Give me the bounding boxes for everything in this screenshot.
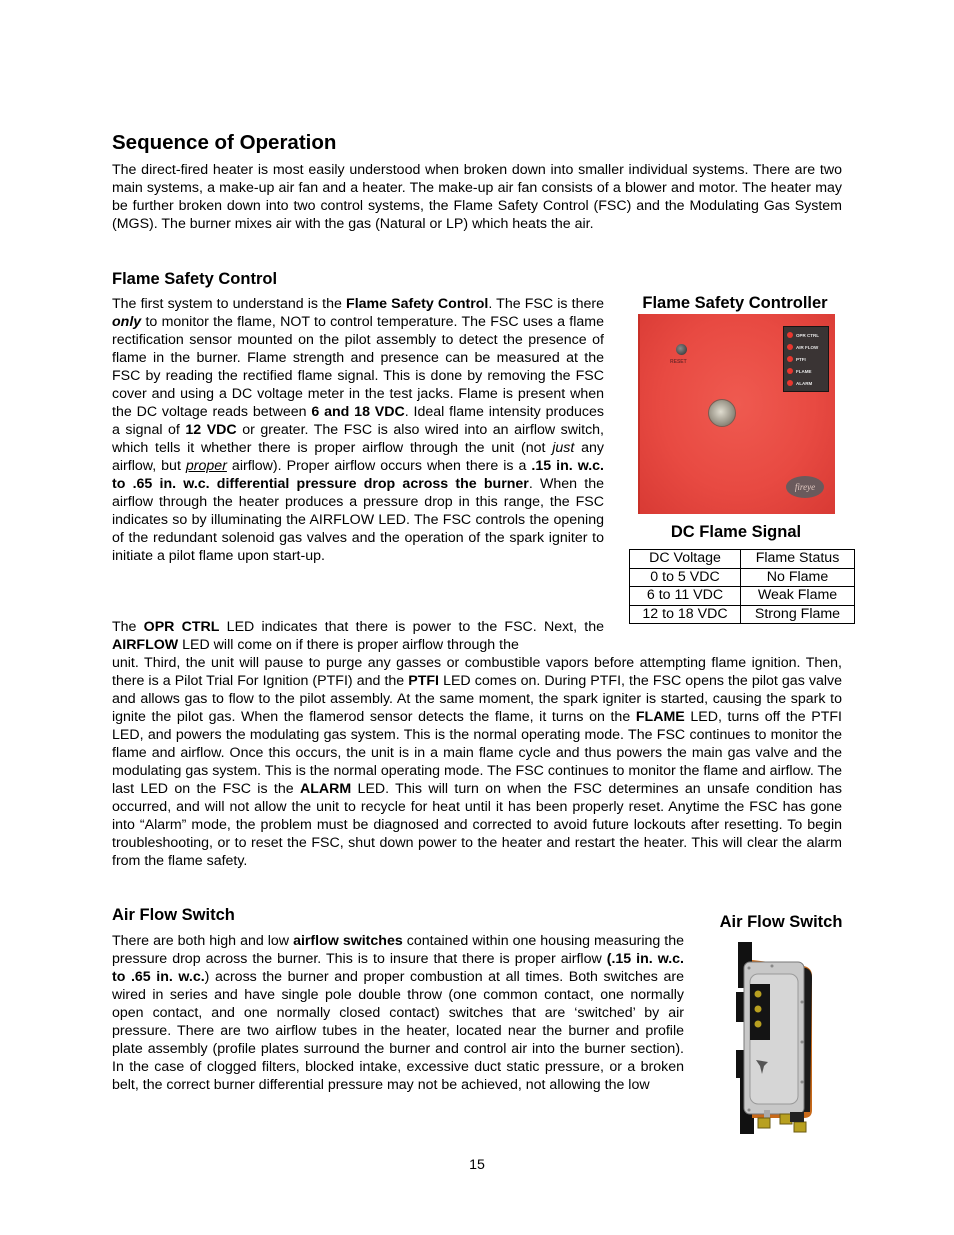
- fsc-paragraph-2-wide: unit. Third, the unit will pause to purge any gasses or combustible vapors before attempting flame ignition. Then, there is a Pilot Trial For Ignition (PTFI) and the PTFI LED comes on. During PTFI, the FSC opens the pilot gas valve and allows gas to flow to the pilot assembly. At the same moment, the spark igniter is started, causing the spark to ignite the pilot gas. When the flamerod sensor detects the flame, it turns on the FLAME LED, turns off the PTFI LED, and powers the modulating gas system. This is the normal operating mode. The FSC continues to monitor the flame and airflow. Once this occurs, the unit is in a main flame cycle and thus powers the main gas valve and the modulating gas system. This is the normal operating mode. The FSC continues to monitor the flame and airflow. The last LED on the FSC is the ALARM LED. This will turn on when the FSC determines an unsafe condition has occurred, and will not allow the unit to recycle for heat until it has been properly reset. Anytime the FSC has gone into “Alarm” mode, the problem must be diagnosed and corrected to avoid future lockouts after resetting. To begin troubleshooting, or to reset the FSC, shut down power to the heater and restart the heater. This will clear the alarm from the flame safety.: [112, 655, 842, 869]
- led-alarm: ALARM: [787, 378, 812, 388]
- intro-paragraph: The direct-fired heater is most easily understood when broken down into smaller individual systems. There are two main systems, a make-up air fan and a heater. The make-up air fan consists of a blower and motor. The heater may be further broken down into two control systems, the Flame Safety Control (FSC) and the Modulating Gas System (MGS). The burner mixes air with the gas (Natural or LP) which heats the air.: [112, 162, 842, 232]
- table-cell: Weak Flame: [741, 587, 855, 606]
- fsc-paragraph-2-narrow: The OPR CTRL LED indicates that there is power to the FSC. Next, the AIRFLOW LED will come on if there is proper airflow through the: [112, 619, 605, 653]
- led-panel: [783, 326, 829, 392]
- fireye-logo: fireye: [786, 476, 824, 498]
- dc-signal-title: DC Flame Signal: [670, 523, 802, 541]
- fsc-heading: Flame Safety Control: [112, 270, 278, 288]
- afs-heading: Air Flow Switch: [112, 906, 235, 924]
- flame-safety-controller-image: [638, 314, 835, 514]
- table-row: [630, 605, 855, 624]
- led-icon: [787, 368, 793, 374]
- led-icon: [787, 332, 793, 338]
- afs-paragraph: There are both high and low airflow switches contained within one housing measuring the pressure drop across the burner. This is to insure that there is proper airflow (.15 in. w.c. to .65 in. w.c.) across the burner and proper combustion at all times. Both switches are wired in series and have single pole double throw (one common contact, one normally open contact, and one normally closed contact) switches that are ‘switched’ by air pressure. There are two airflow tubes in the heater, located near the burner and profile plate assembly (profile plates surround the burner and control air into the burner section). In the case of clogged filters, blocked intake, excessive duct static pressure, or a broken belt, the correct burner differential pressure may not be achieved, not allowing the low: [112, 933, 684, 1093]
- table-header: Flame Status: [741, 550, 855, 569]
- page-title: Sequence of Operation: [112, 131, 337, 154]
- led-flame: FLAME: [787, 366, 812, 376]
- table-cell: Strong Flame: [741, 605, 855, 624]
- afs-figure-title: Air Flow Switch: [719, 913, 843, 931]
- led-ptfi: PTFI: [787, 354, 806, 364]
- dc-signal-table: [629, 549, 855, 624]
- air-flow-switch-image: [732, 942, 820, 1134]
- table-cell: 0 to 5 VDC: [630, 568, 741, 587]
- table-row: [630, 568, 855, 587]
- test-jack-icon: [708, 399, 736, 427]
- page-number: 15: [469, 1157, 485, 1173]
- led-opr-ctrl: OPR CTRL: [787, 330, 819, 340]
- table-cell: No Flame: [741, 568, 855, 587]
- fsc-paragraph-1: The first system to understand is the Flame Safety Control. The FSC is there only to monitor the flame, NOT to control temperature. The FSC uses a flame rectification sensor mounted on the pilot assembly to detect the presence of flame in the burner. Flame strength and presence can be measured at the FSC by reading the rectified flame signal. This is done by removing the FSC cover and using a DC voltage meter in the test jacks. Flame is present when the DC voltage reads between 6 and 18 VDC. Ideal flame intensity produces a signal of 12 VDC or greater. The FSC is also wired into an airflow switch, which tells it whether there is proper airflow through the unit (not just any airflow, but proper airflow). Proper airflow occurs when there is a .15 in. w.c. to .65 in. w.c. differential pressure drop across the burner. When the airflow through the heater produces a pressure drop in this range, the FSC indicates so by illuminating the AIRFLOW LED. The FSC controls the opening of the redundant solenoid gas valves and the operation of the spark igniter to initiate a pilot flame upon start-up.: [112, 296, 605, 564]
- table-cell: 12 to 18 VDC: [630, 605, 741, 624]
- table-cell: 6 to 11 VDC: [630, 587, 741, 606]
- led-air-flow: AIR FLOW: [787, 342, 818, 352]
- led-icon: [787, 344, 793, 350]
- table-row: [630, 587, 855, 606]
- reset-label: RESET: [670, 359, 687, 365]
- fsc-figure-title: Flame Safety Controller: [642, 294, 828, 312]
- led-icon: [787, 380, 793, 386]
- reset-button-icon: [676, 344, 687, 355]
- table-header-row: [630, 550, 855, 569]
- table-header: DC Voltage: [630, 550, 741, 569]
- led-icon: [787, 356, 793, 362]
